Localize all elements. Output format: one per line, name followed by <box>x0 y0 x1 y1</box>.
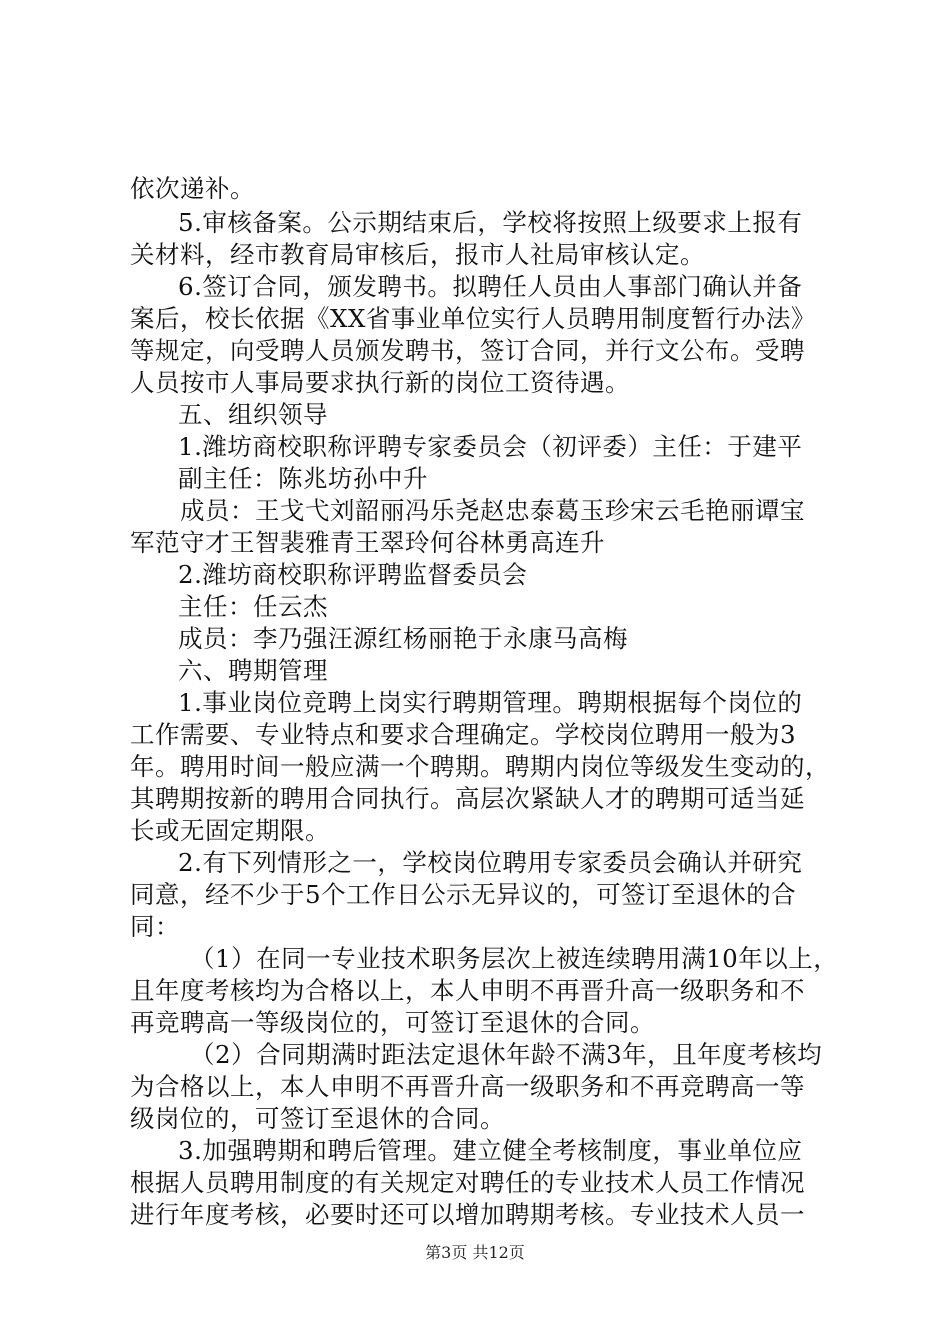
text-line: 其聘期按新的聘用合同执行。高层次紧缺人才的聘期可适当延 <box>130 784 805 813</box>
text-line: 进行年度考核，必要时还可以增加聘期考核。专业技术人员一 <box>130 1200 805 1229</box>
text-line: 成员：王戈弋刘韶丽冯乐尧赵忠泰葛玉珍宋云毛艳丽谭宝 <box>180 496 805 525</box>
text-line: 6.签订合同，颁发聘书。拟聘任人员由人事部门确认并备 <box>178 272 803 301</box>
text-line: 长或无固定期限。 <box>130 816 330 845</box>
text-line: 3.加强聘期和聘后管理。建立健全考核制度，事业单位应 <box>178 1136 803 1165</box>
text-line: 副主任：陈兆坊孙中升 <box>178 464 428 493</box>
text-line: 主任：任云杰 <box>178 592 328 621</box>
text-line: 5.审核备案。公示期结束后，学校将按照上级要求上报有 <box>178 208 803 237</box>
page-number-footer: 第3页 共12页 <box>425 1243 525 1262</box>
text-line: 且年度考核均为合格以上，本人申明不再晋升高一级职务和不 <box>130 976 805 1005</box>
text-line: 依次递补。 <box>130 174 255 203</box>
text-line: 案后，校长依据《XX省事业单位实行人员聘用制度暂行办法》 <box>130 304 816 333</box>
text-line: （1）在同一专业技术职务层次上被连续聘用满10年以上， <box>190 944 839 973</box>
text-line: 再竞聘高一等级岗位的，可签订至退休的合同。 <box>130 1008 655 1037</box>
text-line: 关材料，经市教育局审核后，报市人社局审核认定。 <box>130 240 705 269</box>
section-heading: 五、组织领导 <box>178 400 328 429</box>
text-line: 等规定，向受聘人员颁发聘书，签订合同，并行文公布。受聘 <box>130 336 805 365</box>
text-line: 同意，经不少于5个工作日公示无异议的，可签订至退休的合 <box>130 880 797 909</box>
section-heading: 六、聘期管理 <box>178 656 328 685</box>
text-line: 级岗位的，可签订至退休的合同。 <box>130 1104 505 1133</box>
text-line: 年。聘用时间一般应满一个聘期。聘期内岗位等级发生变动的， <box>130 752 830 781</box>
text-line: 成员：李乃强汪源红杨丽艳于永康马高梅 <box>178 624 628 653</box>
text-line: 为合格以上，本人申明不再晋升高一级职务和不再竞聘高一等 <box>130 1072 805 1101</box>
text-line: 人员按市人事局要求执行新的岗位工资待遇。 <box>130 368 630 397</box>
text-line: （2）合同期满时距法定退休年龄不满3年，且年度考核均 <box>190 1040 823 1069</box>
text-line: 2.潍坊商校职称评聘监督委员会 <box>178 560 528 589</box>
text-line: 军范守才王智裴雅青王翠玲何谷林勇高连升 <box>130 528 605 557</box>
text-line: 工作需要、专业特点和要求合理确定。学校岗位聘用一般为3 <box>130 720 797 749</box>
text-line: 2.有下列情形之一，学校岗位聘用专家委员会确认并研究 <box>178 848 803 877</box>
text-line: 1.潍坊商校职称评聘专家委员会（初评委）主任：于建平 <box>178 432 803 461</box>
text-line: 同： <box>130 912 180 941</box>
text-line: 1.事业岗位竞聘上岗实行聘期管理。聘期根据每个岗位的 <box>178 688 803 717</box>
text-line: 根据人员聘用制度的有关规定对聘任的专业技术人员工作情况 <box>130 1168 805 1197</box>
